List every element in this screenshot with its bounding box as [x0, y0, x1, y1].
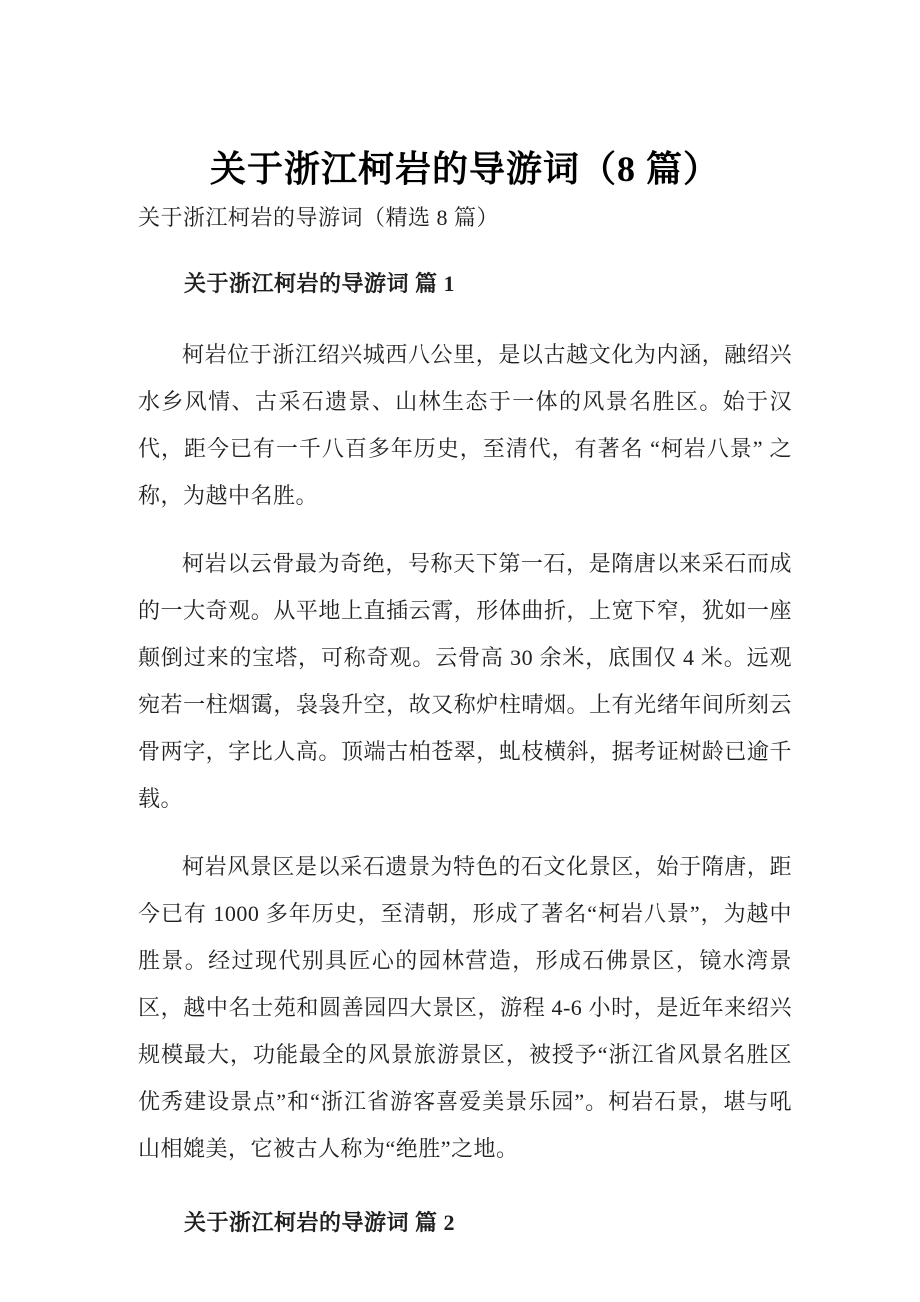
document-title: 关于浙江柯岩的导游词（8 篇） — [209, 149, 720, 189]
section-1-heading: 关于浙江柯岩的导游词 篇 1 — [184, 271, 456, 296]
section-2-heading: 关于浙江柯岩的导游词 篇 2 — [184, 1210, 456, 1235]
document-subtitle: 关于浙江柯岩的导游词（精选 8 篇） — [138, 205, 500, 230]
section-1-paragraph-1: 柯岩位于浙江绍兴城西八公里，是以古越文化为内涵，融绍兴水乡风情、古采石遗景、山林生态于一体的风景名胜区。始于汉代，距今已有一千八百多年历史，至清代，有著名 “柯岩八景” 之称，为越中名胜。 — [138, 342, 792, 508]
section-1-paragraph-2: 柯岩以云骨最为奇绝，号称天下第一石，是隋唐以来采石而成的一大奇观。从平地上直插云霄，形体曲折，上宽下窄，犹如一座颠倒过来的宝塔，可称奇观。云骨高 30 余米，底围仅 4 米。远观宛若一柱烟霭，袅袅升空，故又称炉柱晴烟。上有光绪年间所刻云骨两字，字比人高。顶端古柏苍翠，虬枝横斜，据考证树龄已逾千载。 — [138, 551, 792, 811]
section-1-paragraph-3: 柯岩风景区是以采石遗景为特色的石文化景区，始于隋唐，距今已有 1000 多年历史，至清朝，形成了著名“柯岩八景”，为越中胜景。经过现代别具匠心的园林营造，形成石佛景区，镜水湾景区，越中名士苑和圆善园四大景区，游程 4-6 小时，是近年来绍兴规模最大，功能最全的风景旅游景区，被授予“浙江省风景名胜区优秀建设景点”和“浙江省游客喜爱美景乐园”。柯岩石景，堪与吼山相媲美，它被古人称为“绝胜”之地。 — [138, 854, 792, 1161]
